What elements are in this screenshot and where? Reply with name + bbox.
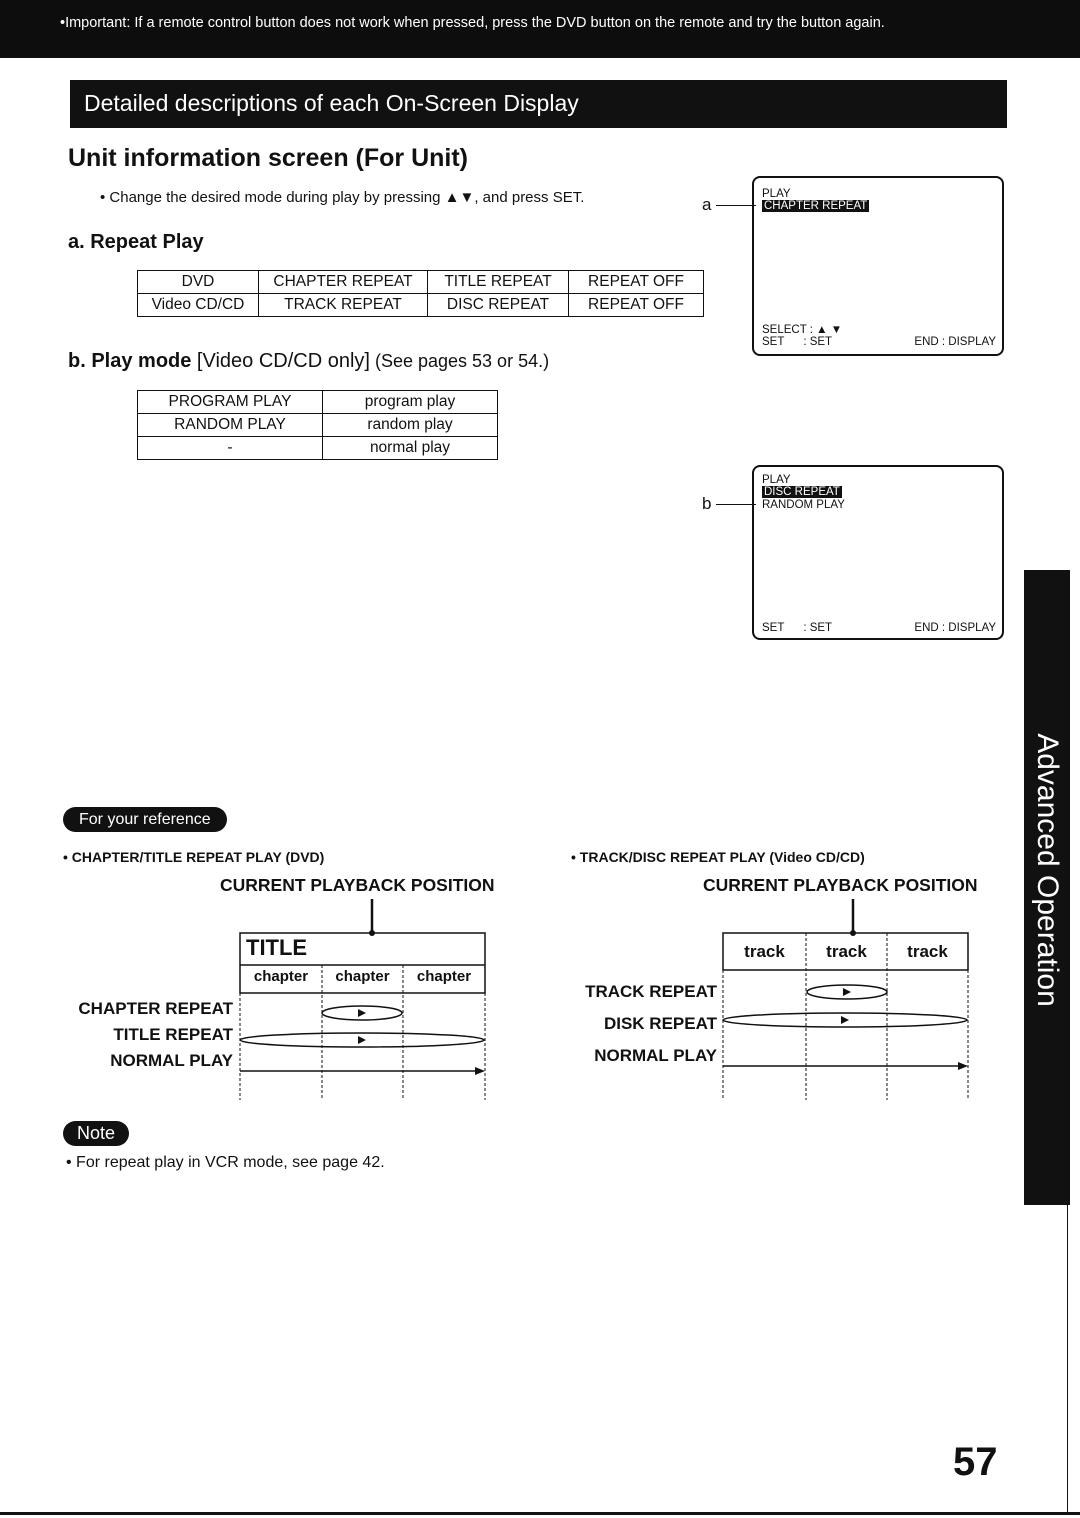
table-cell: REPEAT OFF (569, 294, 704, 317)
osd-a-leader (716, 205, 756, 206)
table-row (138, 437, 498, 460)
note-text: • For repeat play in VCR mode, see page 42. (66, 1154, 385, 1171)
cd-diagram (713, 895, 983, 1105)
osd-highlight: CHAPTER REPEAT (764, 200, 868, 212)
row-label: DISK REPEAT (603, 1014, 717, 1033)
section-title: Detailed descriptions of each On-Screen Display (70, 80, 1007, 128)
chapter-cell: chapter (416, 968, 472, 985)
table-cell: TRACK REPEAT (259, 294, 428, 317)
osd-screen-a (752, 176, 1004, 356)
table-cell: normal play (323, 437, 498, 460)
row-label: TITLE REPEAT (113, 1025, 233, 1044)
dvd-position-label: CURRENT PLAYBACK POSITION (220, 875, 495, 895)
table-cell: DVD (138, 271, 259, 294)
row-label: CHAPTER REPEAT (78, 999, 233, 1018)
cd-diagram-title: • TRACK/DISC REPEAT PLAY (Video CD/CD) (571, 849, 865, 865)
track-cell: track (907, 942, 948, 961)
osd-screen-b (752, 465, 1004, 640)
table-cell: random play (323, 414, 498, 437)
table-row (138, 294, 704, 317)
table-cell: CHAPTER REPEAT (259, 271, 428, 294)
bottom-rule (0, 1512, 1080, 1515)
table-row (138, 414, 498, 437)
row-label: NORMAL PLAY (110, 1051, 233, 1070)
title-label: TITLE (246, 935, 308, 960)
cd-position-label: CURRENT PLAYBACK POSITION (703, 875, 978, 895)
page-heading: Unit information screen (For Unit) (68, 144, 468, 172)
play-mode-scope: [Video CD/CD only] (191, 350, 370, 372)
osd-highlight: DISC REPEAT (764, 486, 840, 498)
track-cell: track (826, 942, 867, 961)
dvd-diagram (230, 895, 500, 1105)
play-mode-ref: (See pages 53 or 54.) (369, 351, 550, 371)
table-row (138, 271, 704, 294)
osd-end: END : DISPLAY (914, 336, 996, 348)
side-tab-label: Advanced Operation (1031, 733, 1064, 1007)
note-badge: Note (63, 1121, 129, 1146)
table-cell: - (138, 437, 323, 460)
page-edge (1067, 1205, 1068, 1515)
osd-line: PLAY (762, 188, 791, 200)
table-cell: TITLE REPEAT (428, 271, 569, 294)
osd-select: SELECT : ▲ ▼ (762, 324, 843, 336)
chapter-cell: chapter (253, 968, 309, 985)
dvd-diagram-title: • CHAPTER/TITLE REPEAT PLAY (DVD) (63, 849, 325, 865)
chapter-cell: chapter (335, 968, 390, 985)
osd-a-marker: a (702, 195, 712, 214)
side-tab (1024, 570, 1070, 1205)
play-mode-title: b. Play mode (68, 350, 192, 372)
page-number: 57 (953, 1440, 998, 1484)
osd-line: RANDOM PLAY (762, 499, 845, 511)
table-cell: RANDOM PLAY (138, 414, 323, 437)
important-notice: •Important: If a remote control button does not work when pressed, press the DVD button on the remote and try the button again. (0, 0, 1080, 58)
track-cell: track (744, 942, 785, 961)
row-label: TRACK REPEAT (585, 982, 717, 1001)
table-row (138, 391, 498, 414)
row-label: NORMAL PLAY (594, 1046, 717, 1065)
osd-set: SET : SET (762, 336, 833, 348)
table-cell: Video CD/CD (138, 294, 259, 317)
table-cell: REPEAT OFF (569, 271, 704, 294)
osd-set: SET : SET (762, 622, 833, 634)
table-cell: DISC REPEAT (428, 294, 569, 317)
reference-badge: For your reference (63, 807, 227, 832)
osd-b-marker: b (702, 494, 712, 513)
osd-line: PLAY (762, 474, 791, 486)
table-cell: PROGRAM PLAY (138, 391, 323, 414)
osd-end: END : DISPLAY (914, 622, 996, 634)
play-mode-heading (68, 350, 549, 373)
repeat-play-table (137, 270, 704, 317)
table-cell: program play (323, 391, 498, 414)
intro-text: • Change the desired mode during play by pressing ▲▼, and press SET. (100, 189, 585, 206)
play-mode-table (137, 390, 498, 460)
repeat-play-heading: a. Repeat Play (68, 231, 204, 253)
osd-b-leader (716, 504, 756, 505)
